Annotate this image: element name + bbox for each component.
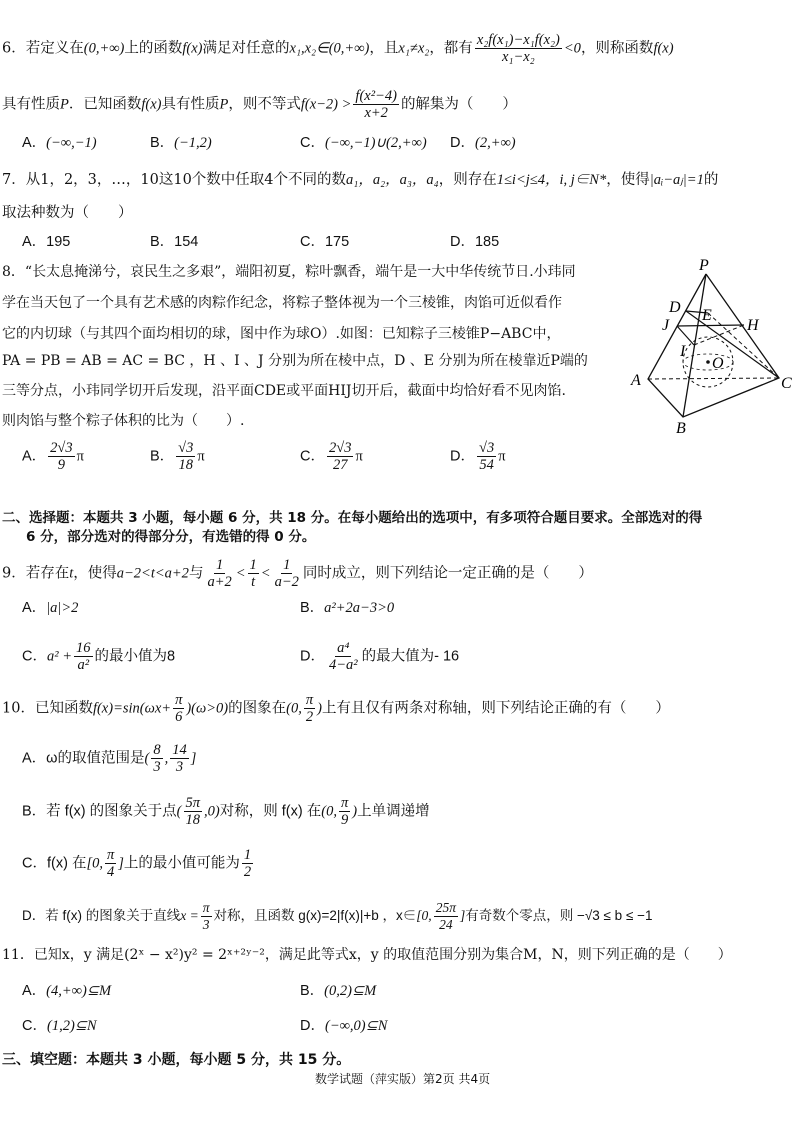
page-footer: 数学试题（萍实版）第2页 共4页 xyxy=(315,1072,491,1086)
q7-option-d[interactable]: D．185 xyxy=(450,234,500,250)
q7-line2: 取法种数为（ ） xyxy=(2,205,133,221)
q9-stem: 9．若存在t，使得a−2<t<a+2与 $\frac{1}{a+2}$ < $\frac{1}{t}$ < $\frac{1}{a-2}$ 同时成立，则下列结论一定正确的是（ ） xyxy=(2,557,593,590)
label-P: P xyxy=(699,258,709,274)
q11-stem: 11．已知x，y 满足(2ˣ − x²)y² = 2ˣ⁺²ʸ⁻²，满足此等式x，y 的取值范围分别为集合M，N，则下列正确的是（ ） xyxy=(2,947,732,963)
q8-option-c[interactable]: C． $\frac{2√3}{27}$ π xyxy=(300,440,363,473)
q10-stem: 10．已知函数f(x)=sin(ωx+ $\frac{\pi}{6}$ )(ω>0)的图象在(0, $\frac{\pi}{2}$ )上有且仅有两条对称轴，则下列结论正确的有（ ） xyxy=(2,692,670,725)
section3-heading: 三、填空题：本题共 3 小题，每小题 5 分，共 15 分。 xyxy=(2,1052,351,1068)
q6-option-b[interactable]: B．(−1,2) xyxy=(150,135,212,151)
q8-option-b[interactable]: B． $\frac{√3}{18}$ π xyxy=(150,440,205,473)
section2-heading: 二、选择题：本题共 3 小题，每小题 6 分，共 18 分。在每小题给出的选项中，有多项符合题目要求。全部选对的得 xyxy=(2,510,703,526)
q9-option-a[interactable]: A．|a|>2 xyxy=(22,600,79,616)
q6-option-c[interactable]: C．(−∞,−1)∪(2,+∞) xyxy=(300,135,427,151)
q7-option-c[interactable]: C．175 xyxy=(300,234,350,250)
label-B: B xyxy=(676,420,686,437)
q10-option-d[interactable]: D．若 f(x) 的图象关于直线x = $\frac{\pi}{3}$ 对称，且函数 g(x)=2|f(x)|+b ，x∈[0, $\frac{25\pi}{24}$ ]有奇数个零点，则 −√3 ≤ b ≤ −1 xyxy=(22,900,653,932)
q8-line5: 三等分点，小玮同学切开后发现，沿平面CDE或平面HIJ切开后，截面中均恰好看不见肉馅. xyxy=(2,383,566,399)
label-D: D xyxy=(669,299,681,316)
label-J: J xyxy=(662,317,670,334)
label-I: I xyxy=(680,343,686,360)
q11-option-c[interactable]: C．(1,2)⊆N xyxy=(22,1018,97,1034)
q10-option-a[interactable]: A．ω的取值范围是( $\frac{8}{3}$ , $\frac{14}{3}$ ] xyxy=(22,742,197,775)
q6-condition-fraction: $\frac{\text{x₂f(x₁)−x₁f(x₂)}}{\text{x₁−x₂}}$ xyxy=(476,32,560,65)
pyramid-figure xyxy=(628,258,794,438)
q9-option-b[interactable]: B．a²+2a−3>0 xyxy=(300,600,395,616)
q9-option-d[interactable]: D． $\frac{\text{a⁴}}{\text{4−a²}}$ 的最大值为- 16 xyxy=(300,640,460,673)
label-A: A xyxy=(631,372,641,389)
q10-option-b[interactable]: B．若 f(x) 的图象关于点( $\frac{5\pi}{18}$ ,0)对称，则 f(x) 在(0, $\frac{\pi}{9}$ )上单调递增 xyxy=(22,795,430,828)
q7-option-b[interactable]: B．154 xyxy=(150,234,199,250)
q11-option-b[interactable]: B．(0,2)⊆M xyxy=(300,983,377,999)
q11-option-a[interactable]: A．(4,+∞)⊆M xyxy=(22,983,112,999)
q10-option-c[interactable]: C．f(x) 在[0, $\frac{\pi}{4}$ ]上的最小值可能为 $\frac{1}{2}$ xyxy=(22,847,252,880)
label-C: C xyxy=(781,375,792,392)
q8-line3: 它的内切球（与其四个面均相切的球，图中作为球O）.如图：已知粽子三棱锥P−ABC中， xyxy=(2,326,561,342)
label-E: E xyxy=(702,307,712,324)
q8-line4: PA = PB = AB = AC = BC ，H 、I 、J 分别为所在棱中点，D 、E 分别为所在棱靠近P端的 xyxy=(2,353,588,369)
q8-option-a[interactable]: A． $\frac{2√3}{9}$ π xyxy=(22,440,84,473)
q6-option-a[interactable]: A．(−∞,−1) xyxy=(22,135,97,151)
q8-line2: 学在当天包了一个具有艺术感的肉粽作纪念，将粽子整体视为一个三棱锥，肉馅可近似看作 xyxy=(2,295,562,311)
q8-line6: 则肉馅与整个粽子体积的比为（ ）. xyxy=(2,413,245,429)
q8-option-d[interactable]: D． $\frac{√3}{54}$ π xyxy=(450,440,506,473)
q6-option-d[interactable]: D．(2,+∞) xyxy=(450,135,516,151)
q11-option-d[interactable]: D．(−∞,0)⊆N xyxy=(300,1018,388,1034)
q6-inequality-fraction: $\frac{\text{f(x²−4)}}{x+2}$ xyxy=(355,88,397,121)
q7-option-a[interactable]: A．195 xyxy=(22,234,71,250)
label-O: O xyxy=(712,355,724,372)
label-H: H xyxy=(747,317,759,334)
q6-line1: 6．若定义在(0,+∞)上的函数f(x)满足对任意的x₁,x₂∈(0,+∞)，且x₁≠x₂，都有 $\frac{\text{x₂f(x₁)−x₁f(x₂)}}{\text{x₁−x₂}}$ <0，则称函数f(x) xyxy=(2,32,674,65)
q7-line1: 7．从1，2，3，…，10这10个数中任取4个不同的数a₁，a₂，a₃，a₄，则存在1≤i<j≤4，i, j∈N*，使得|aᵢ−aⱼ|=1的 xyxy=(2,172,719,188)
q6-line2: 具有性质P．已知函数f(x)具有性质P，则不等式f(x−2) > $\frac{\text{f(x²−4)}}{x+2}$ 的解集为（ ） xyxy=(2,88,517,121)
q9-option-c[interactable]: C．a² + $\frac{16}{\text{a²}}$ 的最小值为8 xyxy=(22,640,176,673)
section2-heading-cont: 6 分，部分选对的得部分分，有选错的得 0 分。 xyxy=(26,529,316,545)
q8-line1: 8．“长太息掩涕兮，哀民生之多艰”，端阳初夏，粽叶飘香，端午是一大中华传统节日.小玮同 xyxy=(2,264,576,280)
